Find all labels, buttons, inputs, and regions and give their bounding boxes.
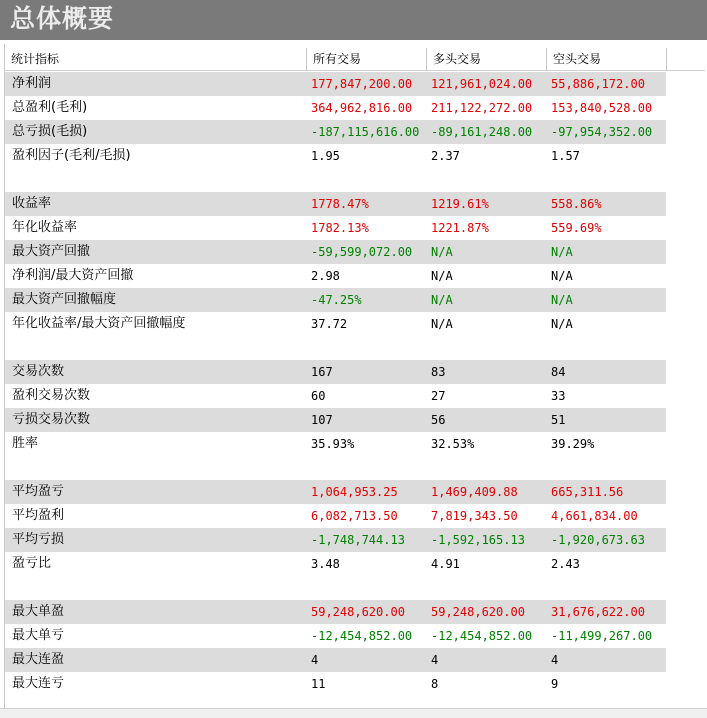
row-label: 亏损交易次数	[12, 412, 91, 427]
summary-table[interactable]	[4, 44, 707, 708]
row-label: 平均盈利	[12, 508, 65, 523]
table-row[interactable]	[5, 360, 666, 384]
value-long-trades: 4	[431, 653, 439, 667]
table-row[interactable]	[5, 432, 666, 456]
value-long-trades: 1221.87%	[431, 221, 489, 235]
value-long-trades: N/A	[431, 317, 453, 331]
value-long-trades: N/A	[431, 293, 453, 307]
value-short-trades: 31,676,622.00	[551, 605, 645, 619]
value-long-trades: 211,122,272.00	[431, 101, 533, 115]
value-short-trades: 559.69%	[551, 221, 602, 235]
table-row[interactable]	[5, 312, 666, 336]
table-row[interactable]	[5, 216, 666, 240]
column-header-metric[interactable]: 统计指标	[5, 48, 307, 70]
column-header-all-trades[interactable]: 所有交易	[307, 48, 427, 70]
table-row[interactable]	[5, 528, 666, 552]
row-label: 胜率	[12, 436, 39, 451]
value-long-trades: 2.37	[431, 149, 460, 163]
value-long-trades: 27	[431, 389, 446, 403]
value-short-trades: N/A	[551, 317, 573, 331]
value-all-trades: 59,248,620.00	[311, 605, 405, 619]
table-row[interactable]	[5, 384, 666, 408]
row-label: 净利润/最大资产回撤	[12, 268, 134, 283]
row-label: 总盈利(毛利)	[12, 100, 88, 115]
value-all-trades: 2.98	[311, 269, 340, 283]
value-short-trades: 51	[551, 413, 566, 427]
value-all-trades: 37.72	[311, 317, 348, 331]
value-short-trades: N/A	[551, 269, 573, 283]
row-label: 交易次数	[12, 364, 65, 379]
value-short-trades: 9	[551, 677, 559, 691]
value-all-trades: -59,599,072.00	[311, 245, 413, 259]
table-row[interactable]	[5, 120, 666, 144]
value-short-trades: 39.29%	[551, 437, 595, 451]
value-long-trades: 8	[431, 677, 439, 691]
value-short-trades: 558.86%	[551, 197, 602, 211]
value-long-trades: 1,469,409.88	[431, 485, 518, 499]
table-row[interactable]	[5, 144, 666, 168]
row-label: 最大连盈	[12, 652, 65, 667]
value-long-trades: 83	[431, 365, 446, 379]
row-label: 盈亏比	[12, 556, 52, 571]
value-long-trades: 7,819,343.50	[431, 509, 518, 523]
value-short-trades: -97,954,352.00	[551, 125, 653, 139]
value-short-trades: 153,840,528.00	[551, 101, 653, 115]
row-label: 平均盈亏	[12, 484, 65, 499]
column-header-long-trades[interactable]: 多头交易	[427, 48, 547, 70]
value-short-trades: -11,499,267.00	[551, 629, 653, 643]
value-short-trades: 2.43	[551, 557, 580, 571]
value-long-trades: 59,248,620.00	[431, 605, 525, 619]
row-label: 最大资产回撤	[12, 244, 91, 259]
value-short-trades: 84	[551, 365, 566, 379]
row-label: 年化收益率	[12, 220, 78, 235]
value-all-trades: 364,962,816.00	[311, 101, 413, 115]
row-label: 收益率	[12, 196, 52, 211]
value-long-trades: -1,592,165.13	[431, 533, 525, 547]
value-long-trades: 56	[431, 413, 446, 427]
row-label: 盈利因子(毛利/毛损)	[12, 148, 131, 163]
value-all-trades: 167	[311, 365, 333, 379]
value-all-trades: 6,082,713.50	[311, 509, 398, 523]
value-all-trades: -187,115,616.00	[311, 125, 420, 139]
value-all-trades: 1778.47%	[311, 197, 369, 211]
table-row[interactable]	[5, 624, 666, 648]
table-row[interactable]	[5, 72, 666, 96]
row-label: 最大单盈	[12, 604, 65, 619]
value-short-trades: 1.57	[551, 149, 580, 163]
value-all-trades: 3.48	[311, 557, 340, 571]
value-all-trades: 35.93%	[311, 437, 355, 451]
row-label: 净利润	[12, 76, 52, 91]
column-header-short-trades[interactable]: 空头交易	[547, 48, 667, 70]
value-all-trades: -47.25%	[311, 293, 362, 307]
table-row[interactable]	[5, 648, 666, 672]
table-row[interactable]	[5, 552, 666, 576]
table-row[interactable]	[5, 504, 666, 528]
row-label: 盈利交易次数	[12, 388, 91, 403]
table-row[interactable]	[5, 96, 666, 120]
value-short-trades: 665,311.56	[551, 485, 624, 499]
value-long-trades: N/A	[431, 245, 453, 259]
value-long-trades: -89,161,248.00	[431, 125, 533, 139]
value-long-trades: 4.91	[431, 557, 460, 571]
table-row[interactable]	[5, 192, 666, 216]
row-label: 总亏损(毛损)	[12, 124, 88, 139]
value-all-trades: 1.95	[311, 149, 340, 163]
value-short-trades: 4	[551, 653, 559, 667]
page-title: 总体概要	[10, 4, 115, 33]
table-header	[5, 48, 705, 71]
title-bar	[0, 0, 707, 40]
value-short-trades: 33	[551, 389, 566, 403]
row-label: 最大连亏	[12, 676, 65, 691]
value-all-trades: 107	[311, 413, 333, 427]
table-row[interactable]	[5, 264, 666, 288]
value-long-trades: 32.53%	[431, 437, 475, 451]
value-short-trades: N/A	[551, 245, 573, 259]
table-row[interactable]	[5, 240, 666, 264]
value-all-trades: 11	[311, 677, 326, 691]
row-label: 年化收益率/最大资产回撤幅度	[12, 316, 186, 331]
table-row[interactable]	[5, 600, 666, 624]
value-short-trades: 55,886,172.00	[551, 77, 645, 91]
table-row[interactable]	[5, 408, 666, 432]
value-long-trades: 1219.61%	[431, 197, 489, 211]
value-long-trades: N/A	[431, 269, 453, 283]
value-all-trades: -1,748,744.13	[311, 533, 405, 547]
value-all-trades: -12,454,852.00	[311, 629, 413, 643]
value-long-trades: -12,454,852.00	[431, 629, 533, 643]
value-short-trades: N/A	[551, 293, 573, 307]
table-row[interactable]	[5, 480, 666, 504]
value-long-trades: 121,961,024.00	[431, 77, 533, 91]
row-label: 平均亏损	[12, 532, 65, 547]
row-label: 最大资产回撤幅度	[12, 292, 117, 307]
value-all-trades: 177,847,200.00	[311, 77, 413, 91]
row-label: 最大单亏	[12, 628, 65, 643]
table-row[interactable]	[5, 672, 666, 696]
value-all-trades: 1782.13%	[311, 221, 369, 235]
value-short-trades: 4,661,834.00	[551, 509, 638, 523]
table-row[interactable]	[5, 288, 666, 312]
value-short-trades: -1,920,673.63	[551, 533, 645, 547]
value-all-trades: 4	[311, 653, 319, 667]
value-all-trades: 1,064,953.25	[311, 485, 398, 499]
value-all-trades: 60	[311, 389, 326, 403]
